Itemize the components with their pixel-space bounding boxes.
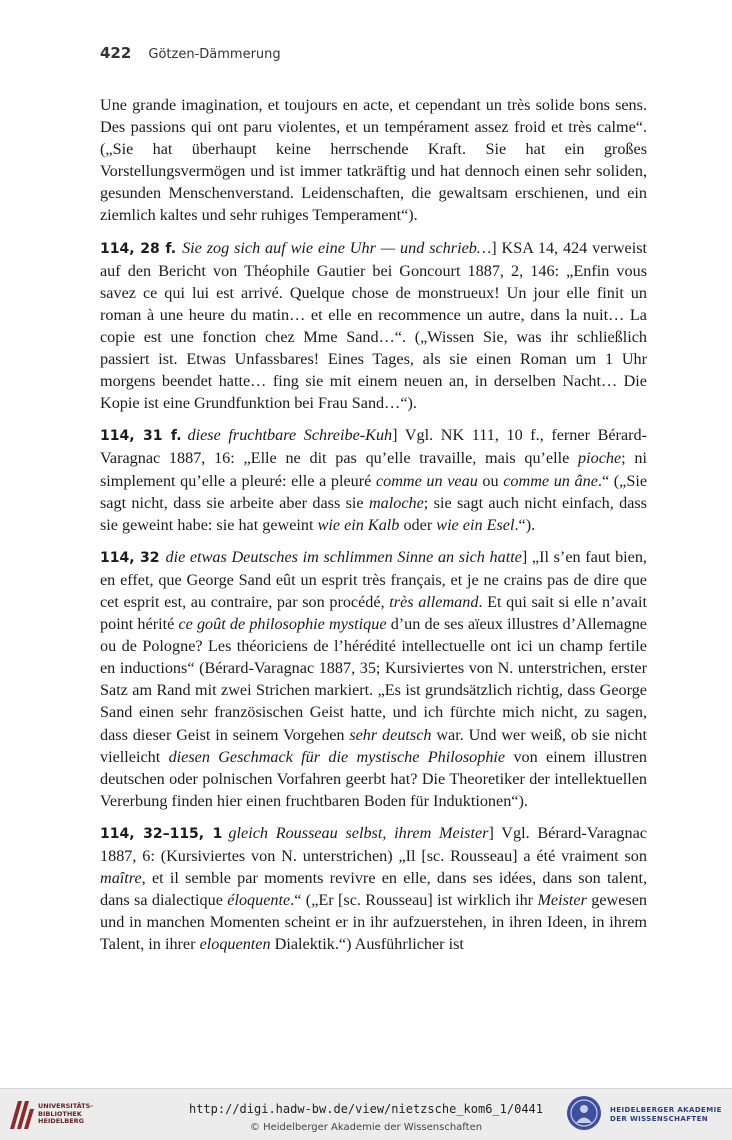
footer-bar <box>0 1088 732 1140</box>
text-run: gewesen und in manchen Momenten scheint er in ihr aufzuerstehen, in ihren Ideen, in ihrem Talent, in ihrer <box>100 891 647 954</box>
italic-text: très allemand <box>389 592 479 611</box>
text-run: Une grande imagination, et toujours en acte, et cependant un très solide bons sens. Des passions qui ont paru violentes, et un tempérament assez froid et très calme“. („Sie hat überhaupt keine herrschende Kraft. Sie hat ein großes Vorstellungsvermögen und ist immer tatkräftig und hat dennoch einen sehr soliden, gesunden Menschenverstand. Leidenschaften, die gewaltsam erschienen, und ein ziemlich kaltes und sehr ruhiges Temperament“). <box>100 96 647 225</box>
text-run: ] KSA 14, 424 verweist auf den Bericht von Théophile Gautier bei Goncourt 1887, 2, 146: „Enfin vous savez ce qui lui est arrivé. Quelque chose de monstrueux! Un jour elle finit un roman à une heure du matin… et elle en recommence un autre, dans la nuit… La copie est une fonction chez Mme Sand…“. („Wissen Sie, was ihr schließlich passiert ist. Etwas Unfassbares! Eines Tages, als sie einen Roman um 1 Uhr morgens beendet hatte… fing sie mit einem neuen an, in derselben Nacht… Die Kopie ist eine Grundfunktion bei Frau Sand…“). <box>100 238 647 413</box>
italic-text: sehr deutsch <box>349 725 432 744</box>
text-run: .“). <box>514 515 536 534</box>
text-run: oder <box>399 515 437 534</box>
italic-text: comme un veau <box>375 471 478 490</box>
italic-text: eloquenten <box>199 935 271 954</box>
line-reference: 114, 31 f. <box>100 428 182 445</box>
italic-text: ce goût de philosophie mystique <box>178 615 387 634</box>
text-run: ou <box>477 471 504 490</box>
line-reference: 114, 32–115, 1 <box>100 825 223 842</box>
text-run: .“ („Er [sc. Rousseau] ist wirklich ihr <box>290 891 538 910</box>
text-run: ] Vgl. Bérard-Varagnac 1887, 6: (Kursiviertes von N. unterstrichen) „Il [sc. Rousseau] a été vraiment son <box>100 823 647 865</box>
line-reference: 114, 28 f. <box>100 240 177 257</box>
running-title: Götzen-Dämmerung <box>148 47 281 62</box>
text-run: .“ („Sie sagt nicht, dass sie arbeite aber dass sie <box>100 471 648 512</box>
text-run: . Et qui sait si elle n’avait point hérité <box>100 592 647 634</box>
italic-text: wie ein Kalb <box>317 515 400 534</box>
italic-text: maloche <box>368 493 424 512</box>
academy-label: HEIDELBERGER AKADEMIE DER WISSENSCHAFTEN <box>610 1106 722 1123</box>
italic-text: éloquente <box>227 891 291 910</box>
text-run: Dialektik.“) Ausführlicher ist <box>270 935 464 954</box>
page-header <box>100 43 281 62</box>
italic-text: diese fruchtbare Schreibe-Kuh <box>187 426 393 445</box>
commentary-paragraph <box>100 546 647 812</box>
italic-text: comme un âne <box>503 471 598 490</box>
italic-text: maître <box>100 869 142 888</box>
italic-text: Meister <box>537 891 587 910</box>
university-library-label: UNIVERSITÄTS- BIBLIOTHEK HEIDELBERG <box>38 1102 93 1125</box>
source-url-link[interactable]: http://digi.hadw-bw.de/view/nietzsche_kom6_1/0441 <box>188 1102 543 1116</box>
academy-seal-icon <box>566 1095 602 1131</box>
commentary-paragraph <box>100 822 647 956</box>
italic-text: gleich Rousseau selbst, ihrem Meister <box>228 823 489 842</box>
italic-text: diesen Geschmack für die mystische Philosophie <box>168 747 506 766</box>
italic-text: die etwas Deutsches im schlimmen Sinne an sich hatte <box>165 547 522 566</box>
commentary-body <box>100 94 647 965</box>
line-reference: 114, 32 <box>100 549 160 566</box>
italic-text: pioche <box>578 449 622 468</box>
commentary-paragraph <box>100 94 647 227</box>
copyright-notice: © Heidelberger Akademie der Wissenschaften <box>249 1122 483 1133</box>
text-run: ; ni simplement qu’elle a pleuré: elle a pleuré <box>100 449 647 490</box>
text-run: , et il semble par moments revivre en elle, dans ses idées, dans son talent, dans sa dialectique <box>100 869 647 910</box>
text-run: von einem illustren deutschen oder polnischen Vorfahren geerbt hat? Die Theoretiker der intellektuellen Vererbung finden hier einen fruchtbaren Boden für Induktionen“). <box>100 747 647 810</box>
commentary-paragraph <box>100 424 647 535</box>
text-run: ; sie sagt auch nicht einfach, dass sie geweint habe: sie hat geweint <box>100 493 647 534</box>
italic-text: wie ein Esel <box>436 515 515 534</box>
text-run: war. Und wer weiß, ob sie nicht vielleicht <box>100 725 647 766</box>
academy-logo[interactable] <box>566 1095 726 1135</box>
text-run: ] Vgl. NK 111, 10 f., ferner Bérard-Varagnac 1887, 16: „Elle ne dit pas qu’elle travaille, mais qu’elle <box>100 426 648 468</box>
page-number: 422 <box>100 44 132 62</box>
text-run: d’un de ses aïeux illustres d’Allemagne ou de Pologne? Les théoriciens de l’hérédité intellectuelle ont ici un champ fertile en inductions“ (Bérard-Varagnac 1887, 35; Kursiviertes von N. unterstrichen, erster Satz am Rand mit zwei Strichen markiert. „Es ist grundsätzlich richtig, dass George Sand einen sehr französischen Geist hatte, und ich fürchte mich nicht, zu sagen, dass dieser Geist in seinem Vorgehen <box>100 615 647 744</box>
text-run: ] „Il s’en faut bien, en effet, que George Sand eût un esprit très français, et je ne crains pas de dire que cet esprit est, au contraire, par son procédé, <box>100 547 647 611</box>
italic-text: Sie zog sich auf wie eine Uhr — und schrieb… <box>182 238 492 257</box>
commentary-paragraph <box>100 237 647 415</box>
